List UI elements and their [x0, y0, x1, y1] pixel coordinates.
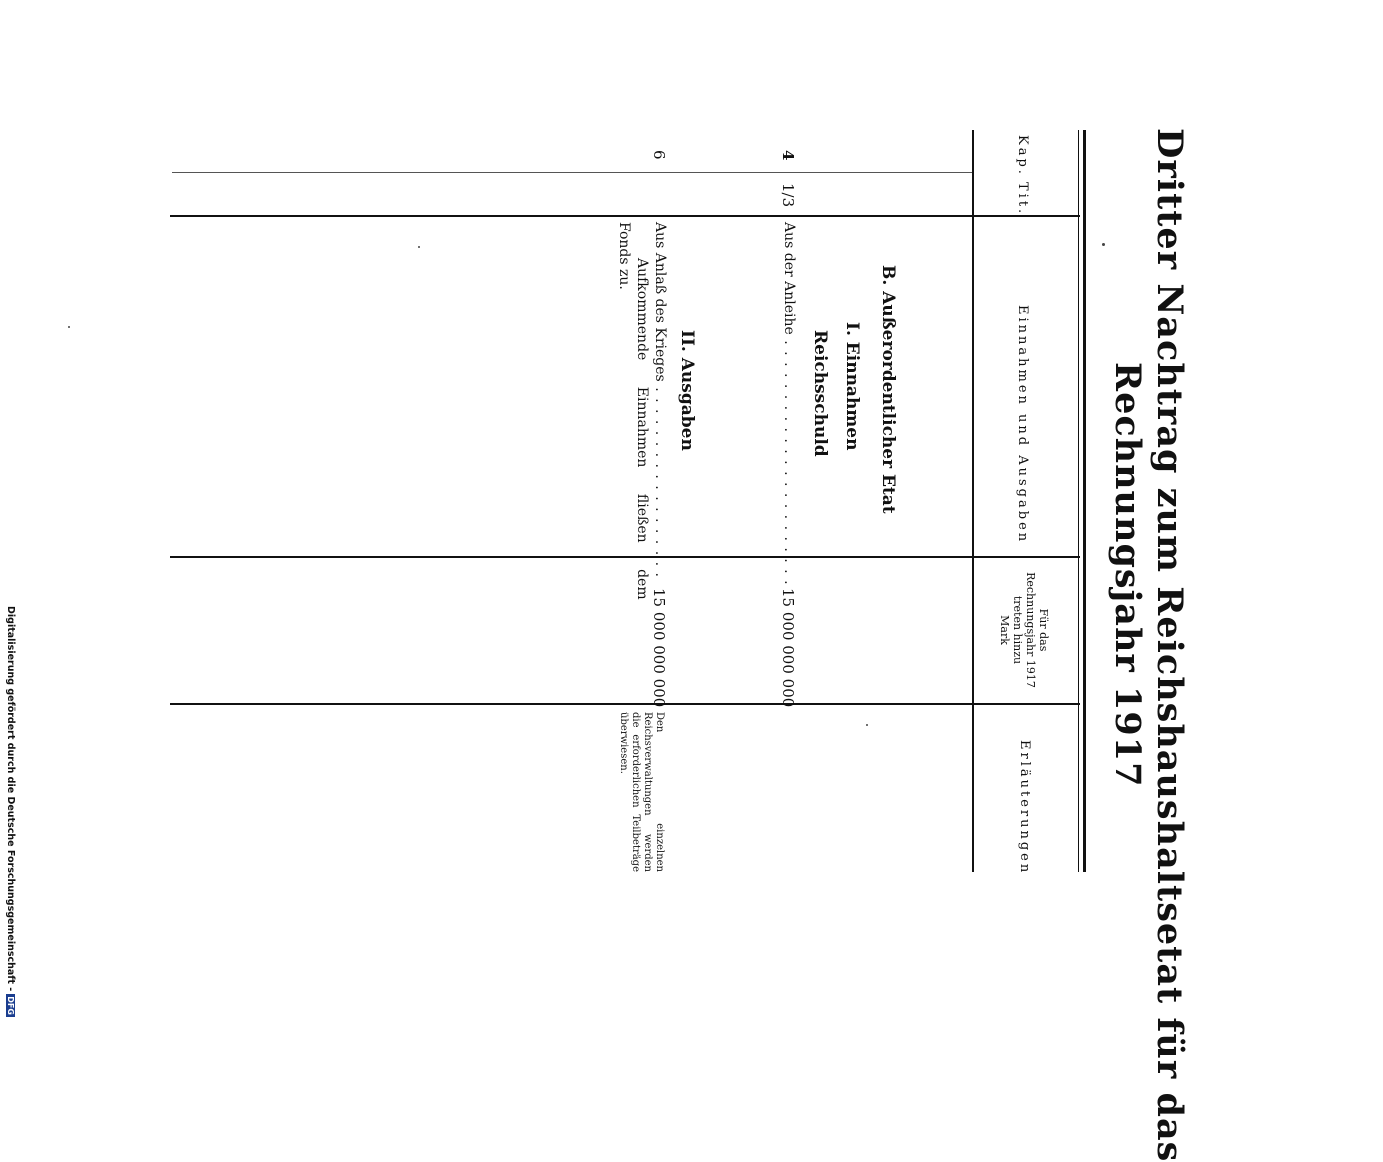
scan-speck [418, 246, 420, 248]
header-amount-column [998, 560, 1050, 700]
table-row-2-text [652, 222, 668, 578]
scan-speck [866, 724, 868, 726]
header-tit: Tit. [1015, 182, 1030, 217]
col-separator-amount-notes [170, 703, 1080, 705]
scan-speck [1102, 243, 1105, 246]
header-fuer-das: Für das [1037, 608, 1050, 652]
page-title-line2: Rechnungsjahr 1917 [1107, 362, 1148, 788]
section-b-ausserordentlicher-etat: B. Außerordentlicher Etat [878, 265, 898, 514]
table-row-1-label: Aus der Anleihe [781, 222, 797, 335]
header-separator-rule [972, 130, 974, 872]
col-separator-text-amount [170, 556, 1080, 558]
section-i-einnahmen: I. Einnahmen [842, 322, 862, 451]
table-row-1-text [781, 222, 797, 586]
table-top-rule-outer [1083, 130, 1086, 872]
col-separator-tit-text [170, 215, 1080, 217]
header-mark: Mark [998, 615, 1011, 645]
leader-dots: . . . . . . . . . . . . . . . . . . [652, 381, 668, 578]
header-erlaeuterungen: Erläuterungen [1017, 740, 1032, 876]
page-title-line1: Dritter Nachtrag zum Reichshaushaltsetat für das [1149, 128, 1190, 1162]
table-row-2-text2: Aufkommende Einnahmen fließen dem [634, 258, 650, 600]
header-einnahmen-und-ausgaben: Einnahmen und Ausgaben [1015, 305, 1030, 545]
digitization-credit [5, 606, 16, 1017]
header-rechnungsjahr: Rechnungsjahr 1917 [1024, 572, 1037, 688]
table-row-2-text3: Fonds zu. [616, 222, 632, 290]
table-row-1-amount: 15 000 000 000 [779, 588, 797, 708]
table-row-1-tit: 1/3 [779, 183, 797, 208]
table-row-2-label: Aus Anlaß des Krieges [652, 222, 668, 382]
digitization-credit-text: Digitalisierung gefördert durch die Deutsche Forschungsgemeinschaft - [5, 606, 16, 992]
scan-speck [68, 326, 70, 328]
section-ii-ausgaben: II. Ausgaben [677, 330, 697, 451]
table-row-2-amount: 15 000 000 000 [650, 588, 668, 708]
col-separator-kap-tit [172, 172, 972, 173]
header-kap: Kap. [1015, 135, 1030, 177]
table-row-2-kap: 6 [650, 150, 668, 160]
section-reichsschuld: Reichsschuld [810, 330, 830, 457]
dfg-logo: DFG [6, 996, 15, 1015]
header-treten-hinzu: treten hinzu [1011, 595, 1024, 665]
table-top-rule-inner [1078, 130, 1079, 872]
leader-dots: . . . . . . . . . . . . . . . . . . . . . . . [781, 334, 797, 586]
table-row-2-note: Den einzelnen Reichsverwaltungen werden die erforderlichen Teilbeträge überwiesen. [618, 712, 665, 872]
table-row-1-kap: 4 [779, 150, 797, 161]
